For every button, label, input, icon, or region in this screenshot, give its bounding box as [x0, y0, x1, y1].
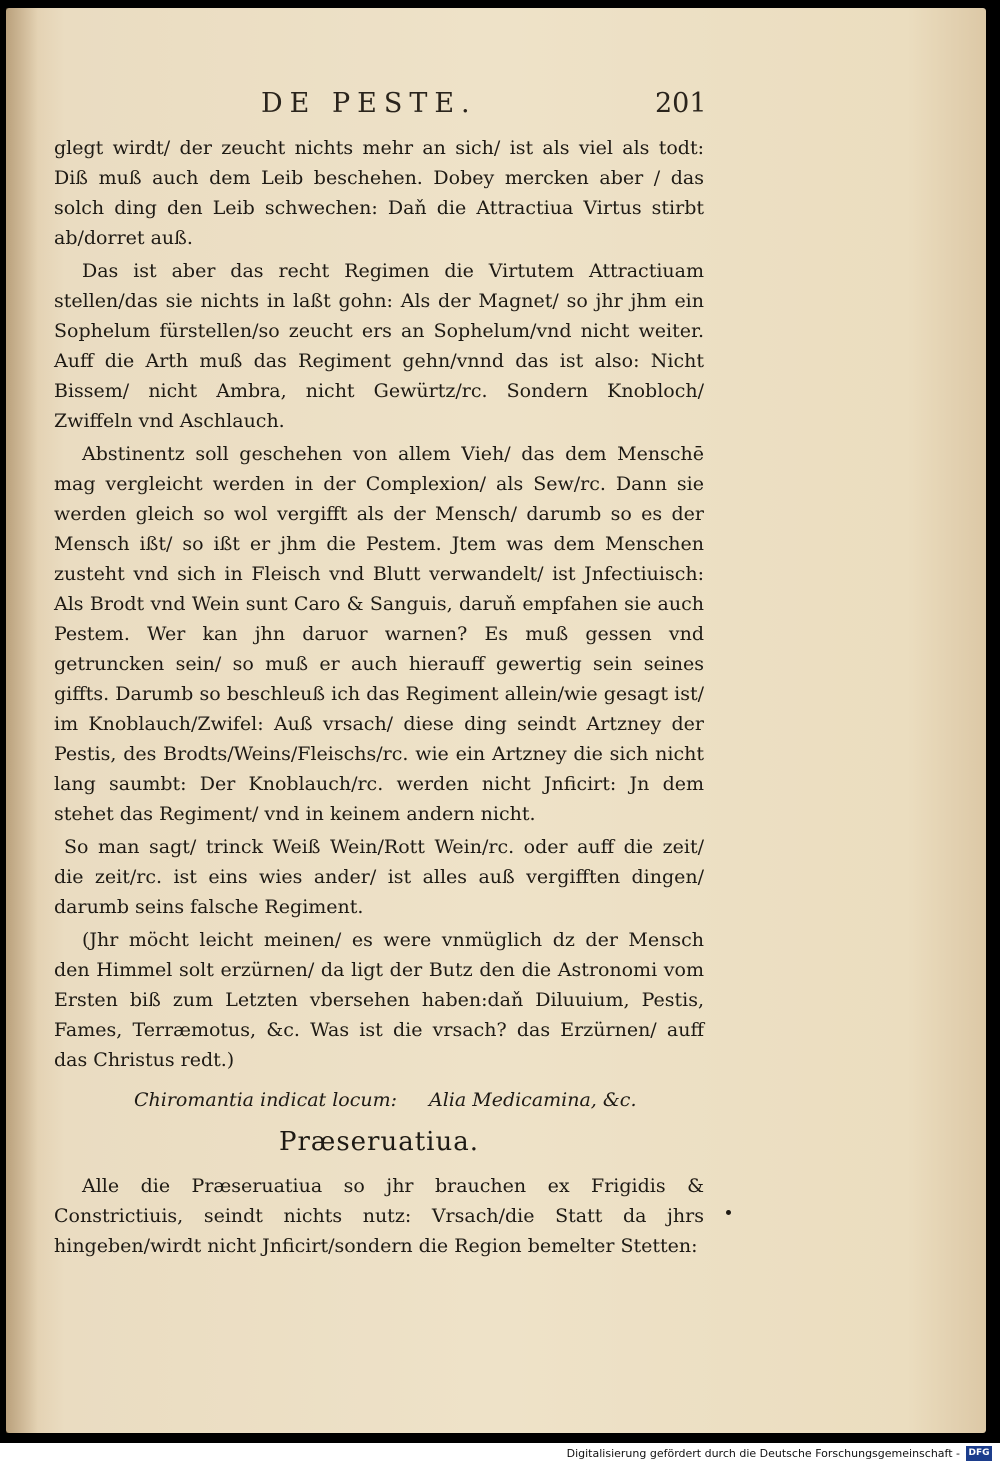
book-page	[6, 8, 986, 1433]
margin-note-left: Chiromantia indicat locum:	[134, 1089, 398, 1111]
paragraph-2: Das ist aber das recht Regimen die Virtutem Attractiuam stellen/das sie nichts in laßt gohn: Als der Magnet/ so jhr jhm ein Sophelum fürstellen/so zeucht ers an Sophelum/vnd nicht weiter. Auff die Arth muß das Regiment gehn/vnnd das ist also: Nicht Bissem/ nicht Ambra, nicht Gewürtz/rc. Sondern Knobloch/ Zwiffeln vnd Aschlauch.	[54, 260, 704, 432]
dfg-logo-icon: DFG	[966, 1446, 992, 1461]
ink-dot	[726, 1210, 731, 1215]
paragraph-4: So man sagt/ trinck Weiß Wein/Rott Wein/rc. oder auff die zeit/ die zeit/rc. ist eins wies ander/ ist alles auß vergifften dingen/ darumb seins falsche Regiment.	[54, 836, 704, 918]
footer-credit: Digitalisierung gefördert durch die Deutsche Forschungsgemeinschaft -	[566, 1447, 960, 1460]
page-header	[6, 88, 986, 128]
paragraph-1: glegt wirdt/ der zeucht nichts mehr an sich/ ist als viel als todt: Diß muß auch dem Leib beschehen. Dobey mercken aber / das solch ding den Leib schwechen: Daň die Attractiua Virtus stirbt ab/dorret auß.	[54, 137, 704, 249]
running-title: DE PESTE.	[261, 88, 477, 119]
footer-bar	[0, 1443, 1000, 1465]
section-heading: Præseruatiua.	[278, 1127, 480, 1157]
margin-notes	[54, 1085, 704, 1119]
page-gutter-shadow	[6, 8, 38, 1433]
paragraph-final: Alle die Præseruatiua so jhr brauchen ex Frigidis & Constrictiuis, seindt nichts nutz: Vrsach/die Statt da jhrs hingeben/wirdt nicht Jnficirt/sondern die Region bemelter Stetten:	[54, 1175, 704, 1257]
paragraph-3: Abstinentz soll geschehen von allem Vieh/ das dem Menschē mag vergleicht werden in der Complexion/ als Sew/rc. Dann sie werden gleich so wol vergifft als der Mensch/ darumb so es der Mensch ißt/ so ißt er jhm die Pestem. Jtem was dem Menschen zusteht vnd sich in Fleisch vnd Blutt verwandelt/ ist Jnfectiuisch: Als Brodt vnd Wein sunt Caro & Sanguis, daruň empfahen sie auch Pestem. Wer kan jhn daruor warnen? Es muß gessen vnd getruncken sein/ so muß er auch hierauff gewertig sein seines giffts. Darumb so beschleuß ich das Regiment allein/wie gesagt ist/ im Knoblauch/Zwifel: Auß vrsach/ diese ding seindt Artzney der Pestis, des Brodts/Weins/Fleischs/rc. wie ein Artzney die sich nicht lang saumbt: Der Knoblauch/rc. werden nicht Jnficirt: Jn dem stehet das Regiment/ vnd in keinem andern nicht.	[54, 443, 704, 825]
margin-note-right: Alia Medicamina, &c.	[429, 1089, 637, 1111]
body-text	[54, 133, 704, 1264]
page-number: 201	[655, 88, 707, 119]
paragraph-5: (Jhr möcht leicht meinen/ es were vnmüglich dz der Mensch den Himmel solt erzürnen/ da ligt der Butz den die Astronomi vom Ersten biß zum Letzten vbersehen haben:daň Diluuium, Pestis, Fames, Terræmotus, &c. Was ist die vrsach? das Erzürnen/ auff das Christus redt.)	[54, 929, 704, 1071]
